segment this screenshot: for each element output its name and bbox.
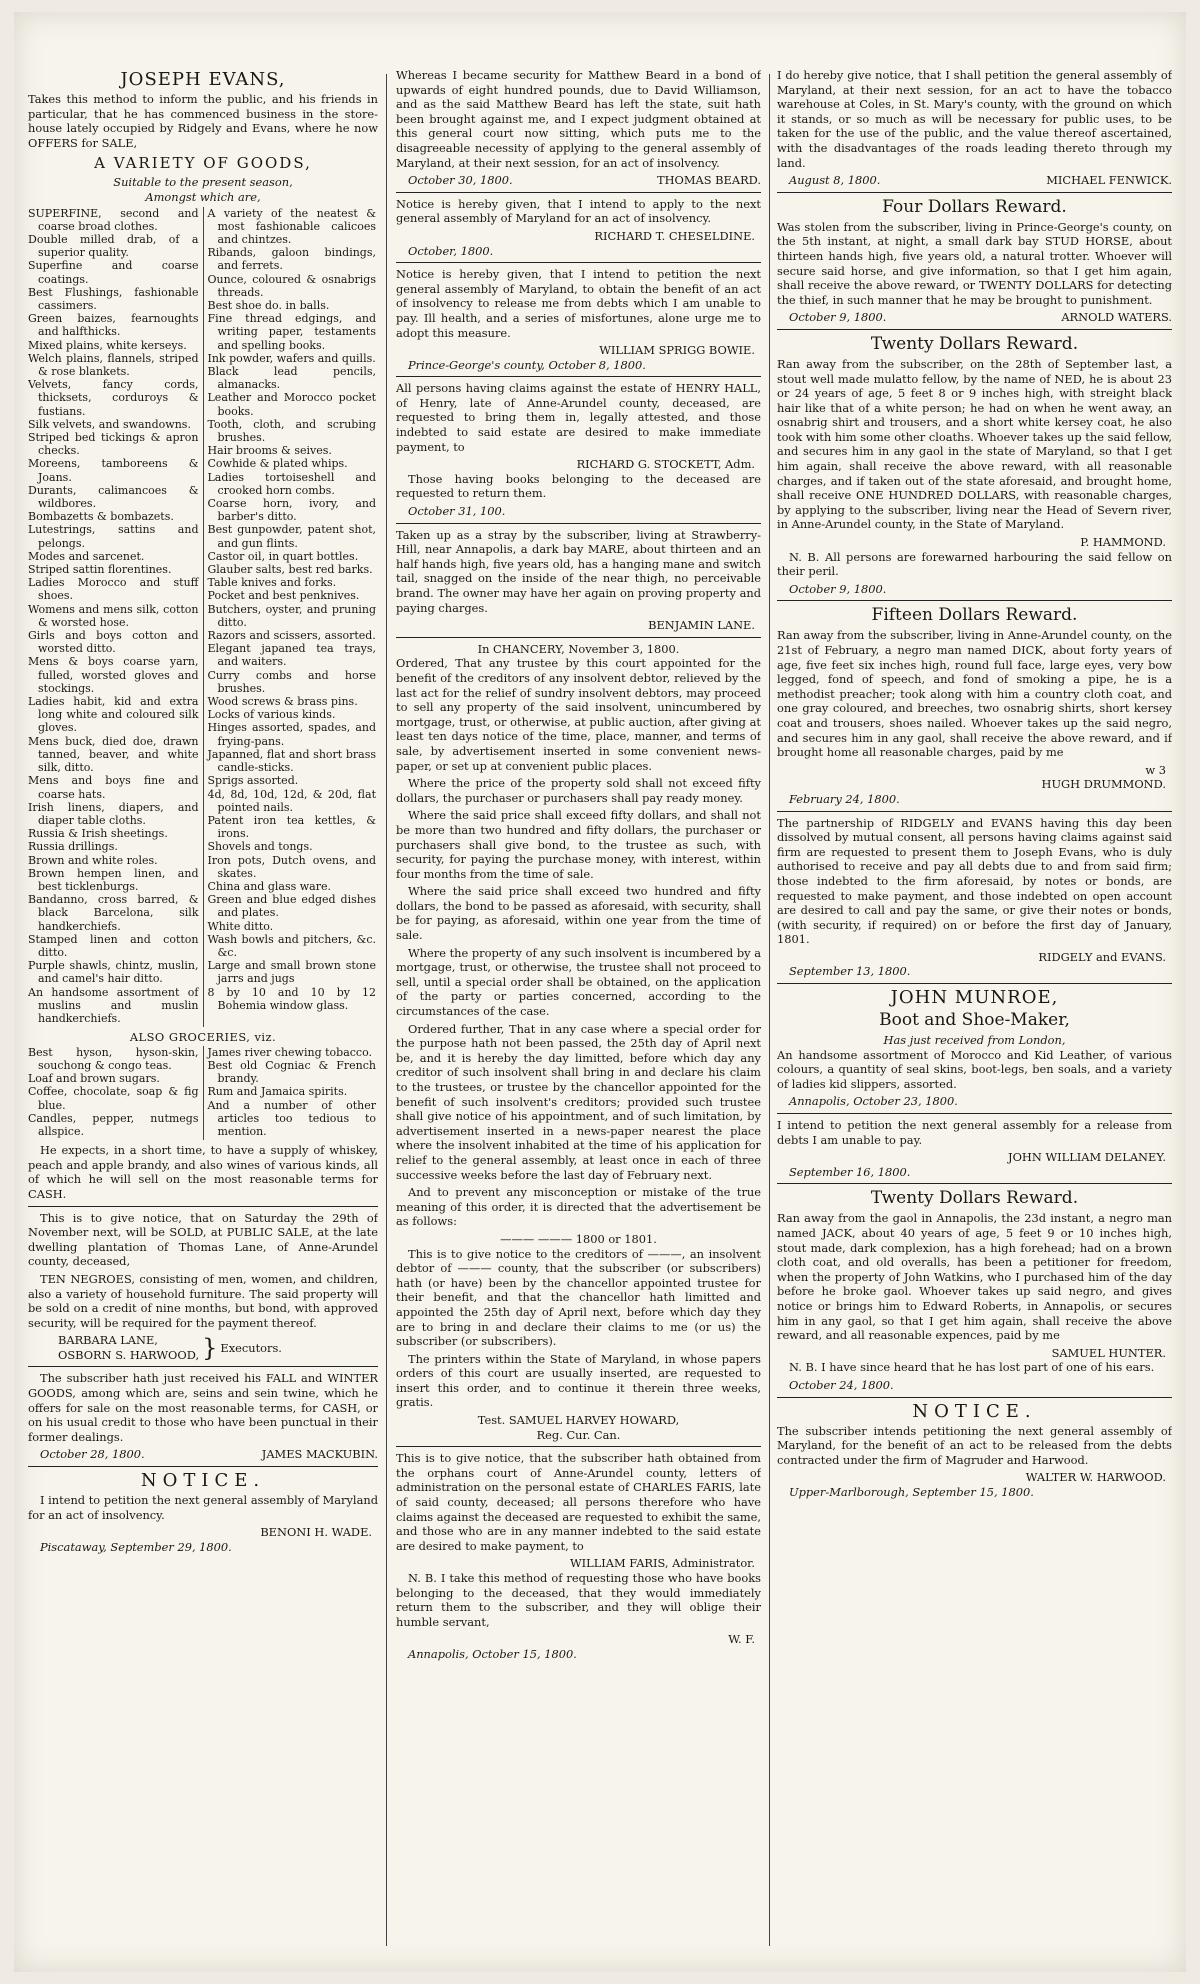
goods-item: Mixed plains, white kerseys. <box>28 338 187 352</box>
ridgely-signature: RIDGELY and EVANS. <box>1038 949 1166 964</box>
goods-item: Double milled drab, of a superior quality. <box>28 232 199 260</box>
separator <box>396 1446 761 1447</box>
hall-date: October 31, 100. <box>408 504 506 519</box>
wade-notice <box>28 1471 378 1554</box>
chancery-p3: Where the said price shall exceed fifty dollars, and shall not be more than two hundred and fifty dollars, the purchaser or purchasers shall give bond, to the trustee as such, with security, for paying the purchase money, with interest, within four months from the time of sale. <box>396 808 761 881</box>
cheseldine-text: Notice is hereby given, that I intend to apply to the next general assembly of Maryland for an act of insolvency. <box>396 196 761 226</box>
chancery-p1: Ordered, That any trustee by this court appointed for the benefit of the creditors of any insolvent debtor, relieved by the last act for the relief of sundry insolvent debtors, may proceed to sell any property of the said insolvent, unincumbered by mortgage, trust, or otherwise, at public auction, after giving at least ten days notice of the time, place, manner, and terms of sale, by advertisement inserted in some convenient news-paper, or set up at convenient public places. <box>396 656 761 773</box>
goods-item: Leather and Morocco pocket books. <box>207 391 376 418</box>
goods-item: Tooth, cloth, and scrubing brushes. <box>207 417 376 445</box>
hunter-title: Twenty Dollars Reward. <box>870 1188 1079 1209</box>
goods-item: A variety of the neatest & most fashionable calicoes and chintzes. <box>207 206 376 246</box>
goods-item: Girls and boys cotton and worsted ditto. <box>28 629 199 656</box>
goods-item: Best shoe do. in balls. <box>207 298 330 312</box>
goods-item: Brown and white roles. <box>28 853 158 867</box>
goods-item: An handsome assortment of muslins and muslin handkerchiefs. <box>28 985 199 1025</box>
goods-item: SUPERFINE, second and coarse broad clothes. <box>28 206 199 233</box>
goods-item: Purple shawls, chintz, muslin, and camel's hair ditto. <box>28 959 199 986</box>
beard-date: October 30, 1800. <box>408 173 513 188</box>
beard-signature: THOMAS BEARD. <box>656 173 761 188</box>
goods-item: Table knives and forks. <box>207 576 337 590</box>
goods-item: Wood screws & brass pins. <box>207 695 358 709</box>
chancery-reg: Reg. Cur. Can. <box>536 1427 621 1442</box>
drummond-date: February 24, 1800. <box>789 791 900 806</box>
separator <box>28 1366 378 1367</box>
separator <box>396 637 761 638</box>
goods-item: Mens and boys fine and coarse hats. <box>28 774 199 801</box>
faris-signature: WILLIAM FARIS, Administrator. <box>569 1556 755 1571</box>
beard-notice <box>396 68 761 188</box>
hall-estate-notice <box>396 381 761 518</box>
separator <box>777 1183 1172 1184</box>
faris-text: This is to give notice, that the subscriber hath obtained from the orphans court of Anne-Arundel county, letters of administration on the personal estate of CHARLES FARIS, late of said county, deceased; all persons therefore who have claims against the deceased are requested to exhibit the same, and those who are in any manner indebted to the said estate are desired to make payment, to <box>396 1451 761 1553</box>
goods-item: 8 by 10 and 10 by 12 Bohemia window glass. <box>207 985 376 1012</box>
cheseldine-notice <box>396 197 761 258</box>
goods-item: Russia & Irish sheetings. <box>28 827 168 841</box>
column-rule-right <box>769 74 770 1946</box>
separator <box>396 192 761 193</box>
column-3 <box>777 68 1172 1958</box>
goods-item: Stamped linen and cotton ditto. <box>28 932 199 959</box>
goods-item: Pocket and best penknives. <box>207 589 360 603</box>
grocery-item: Best hyson, hyson-skin, souchong & congo teas. <box>28 1045 199 1072</box>
goods-item: Castor oil, in quart bottles. <box>207 549 359 563</box>
chancery-form-line: ——— ——— 1800 or 1801. <box>500 1231 657 1246</box>
mackubin-text: The subscriber hath just received his FALL and WINTER GOODS, among which are, seins and sein twine, which he offers for sale on the most reasonable terms, for CASH, or on his usual credit to those who have been punctual in their former dealings. <box>28 1371 378 1444</box>
separator <box>777 329 1172 330</box>
waters-footer <box>777 310 1172 325</box>
wade-signature: BENONI H. WADE. <box>260 1525 372 1540</box>
separator <box>396 262 761 263</box>
harwood-title: NOTICE. <box>912 1400 1037 1422</box>
wade-date: Piscataway, September 29, 1800. <box>40 1539 232 1554</box>
separator <box>777 1397 1172 1398</box>
separator <box>777 811 1172 812</box>
goods-item: Curry combs and horse brushes. <box>207 668 376 695</box>
sale-signer-2: OSBORN S. HARWOOD, <box>58 1347 200 1362</box>
evans-amongst: Amongst which are, <box>145 189 261 204</box>
harwood-date: Upper-Marlborough, September 15, 1800. <box>789 1484 1034 1499</box>
goods-item: Fine thread edgings, and writing paper, testaments and spelling books. <box>207 312 376 352</box>
goods-item: Japanned, flat and short brass candle-sticks. <box>207 747 376 775</box>
goods-item: White ditto. <box>207 919 274 933</box>
goods-item: Ladies tortoiseshell and crooked horn combs. <box>207 470 376 497</box>
separator <box>777 192 1172 193</box>
goods-item: Glauber salts, best red barks. <box>207 563 373 577</box>
lane-signature: BENJAMIN LANE. <box>648 618 755 633</box>
grocery-item: Loaf and brown sugars. <box>28 1072 160 1086</box>
goods-item: Silk velvets, and swandowns. <box>28 417 191 431</box>
hunter-signature: SAMUEL HUNTER. <box>1051 1345 1166 1360</box>
groceries-right-list <box>203 1046 378 1140</box>
separator <box>777 983 1172 984</box>
goods-item: Ladies Morocco and stuff shoes. <box>28 576 199 603</box>
grocery-item: James river chewing tobacco. <box>207 1045 373 1059</box>
ridgely-date: September 13, 1800. <box>789 964 911 979</box>
sale-signature <box>58 1333 378 1362</box>
hammond-text: Ran away from the subscriber, on the 28th of September last, a stout well made mulatto fellow, by the name of NED, he is about 23 or 24 years of age, 5 feet 8 or 9 inches high, with streight black hair like that of a white person; he had on when he went away, an osnabrig shirt and trousers, and a short white kersey coat, he also took with him some other cloaths. Whoever takes up the said fellow, and secures him in any gaol in the state of Maryland, so that I get him again, shall receive the above reward, with all reasonable charges, and if taken out of the state aforesaid, and brought home, shall receive ONE HUNDRED DOLLARS, with reasonable charges, by applying to the subscriber, living near the Head of Severn river, in Anne-Arundel county, in the State of Maryland. <box>777 356 1172 532</box>
separator <box>28 1466 378 1467</box>
goods-item: 4d, 8d, 10d, 12d, & 20d, flat pointed nails. <box>207 787 376 814</box>
mackubin-notice <box>28 1371 378 1462</box>
faris-date: Annapolis, October 15, 1800. <box>408 1646 577 1661</box>
goods-item: Lutestrings, sattins and pelongs. <box>28 523 199 550</box>
chancery-p2: Where the price of the property sold shall not exceed fifty dollars, the purchaser or purchasers shall pay ready money. <box>396 776 761 805</box>
brace-glyph: } <box>202 1333 218 1362</box>
sale-negroes-text: TEN NEGROES, consisting of men, women, and children, also a variety of household furniture. The said property will be sold on a credit of nine months, but bond, with approved security, will be required for the payment thereof. <box>28 1271 378 1330</box>
goods-item: Wash bowls and pitchers, &c. &c. <box>207 932 376 959</box>
goods-item: Ribands, galoon bindings, and ferrets. <box>207 246 376 273</box>
evans-goods-table <box>28 207 378 1028</box>
hunter-text: Ran away from the gaol in Annapolis, the 23d instant, a negro man named JACK, about 40 years of age, 5 feet 9 or 10 inches high, stout made, dark complexion, has a high forehead; had on a brown cloth coat, and old overalls, has been a petitioner for freedom, when the property of John Watkins, who I purchased him of the day before he broke gaol. Whoever takes up said negro, and gives notice or brings him to Edward Roberts, in Annapolis, or secures him in any gaol, so that I get him again, shall receive the above reward, and all reasonable expences, paid by me <box>777 1211 1172 1343</box>
hall-text: All persons having claims against the estate of HENRY HALL, of Henry, late of Anne-Arundel county, deceased, are requested to bring them in, legally attested, and those indebted to said estate are desired to make immediate payment, to <box>396 381 761 454</box>
ridgely-evans-notice <box>777 816 1172 980</box>
goods-item: Bombazetts & bombazets. <box>28 510 174 524</box>
cheseldine-date: October, 1800. <box>408 243 494 258</box>
goods-item: Irish linens, diapers, and diaper table cloths. <box>28 800 199 827</box>
chancery-heading: In CHANCERY, November 3, 1800. <box>477 641 680 656</box>
goods-item: Bandanno, cross barred, & black Barcelona, silk handkerchiefs. <box>28 893 199 933</box>
grocery-item: Coffee, chocolate, soap & fig blue. <box>28 1085 199 1112</box>
separator <box>777 600 1172 601</box>
evans-subtitle: A VARIETY OF GOODS, <box>94 154 312 173</box>
goods-item: Best Flushings, fashionable cassimers. <box>28 285 199 312</box>
goods-item: Durants, calimancoes & wildbores. <box>28 483 199 511</box>
separator <box>396 376 761 377</box>
mackubin-signature: JAMES MACKUBIN. <box>261 1447 378 1462</box>
harwood-signature: WALTER W. HARWOOD. <box>1025 1470 1166 1485</box>
goods-item: Mens & boys coarse yarn, fulled, worsted gloves and stockings. <box>28 655 199 695</box>
stray-mare-notice <box>396 528 761 633</box>
beard-footer <box>396 173 761 188</box>
goods-item: Ink powder, wafers and quills. <box>207 351 376 365</box>
drummond-reward <box>777 605 1172 806</box>
evans-advertisement <box>28 70 378 1202</box>
waters-date: October 9, 1800. <box>789 310 887 325</box>
goods-item: Superfine and coarse coatings. <box>28 259 199 286</box>
sale-text: This is to give notice, that on Saturday the 29th of November next, will be SOLD, at PUBLIC SALE, at the late dwelling plantation of Thomas Lane, of Anne-Arundel county, deceased, <box>28 1210 378 1269</box>
munroe-subtitle: Boot and Shoe-Maker, <box>879 1010 1070 1031</box>
delaney-text: I intend to petition the next general assembly for a release from debts I am unable to pay. <box>777 1118 1172 1147</box>
hunter-date: October 24, 1800. <box>789 1377 894 1392</box>
evans-closing: He expects, in a short time, to have a supply of whiskey, peach and apple brandy, and also wines of various kinds, all of which he will sell on the most reasonable terms for CASH. <box>28 1143 378 1201</box>
drummond-title: Fifteen Dollars Reward. <box>871 605 1078 626</box>
goods-item: Hair brooms & seives. <box>207 444 332 458</box>
chancery-p8: This is to give notice to the creditors of ———, an insolvent debtor of ——— county, that the subscriber (or subscribers) hath (or have) been by the chancellor appointed trustee for their benefit, and that the chancellor hath limitted and appointed the 25th day of April next, before which day they are to bring in and declare their claims to me (or us) the subscriber (or subscribers). <box>396 1246 761 1349</box>
hall-signature: RICHARD G. STOCKETT, Adm. <box>576 457 755 472</box>
hammond-date: October 9, 1800. <box>789 581 887 596</box>
goods-item: Cowhide & plated whips. <box>207 457 348 471</box>
munroe-received: Has just received from London, <box>883 1033 1066 1048</box>
grocery-item: And a number of other articles too tedious to mention. <box>207 1098 376 1138</box>
harwood-text: The subscriber intends petitioning the next general assembly of Maryland, for the benefit of an act to be released from the debts contracted under the firm of Magruder and Harwood. <box>777 1423 1172 1467</box>
hammond-nb: N. B. All persons are forewarned harbouring the said fellow on their peril. <box>777 549 1172 579</box>
hunter-nb: N. B. I have since heard that he has lost part of one of his ears. <box>789 1360 1155 1375</box>
bowie-date: Prince-George's county, October 8, 1800. <box>408 357 646 372</box>
goods-item: Brown hempen linen, and best ticklenburgs. <box>28 866 199 893</box>
goods-item: Best gunpowder, patent shot, and gun flints. <box>207 523 376 550</box>
chancery-order <box>396 642 761 1442</box>
goods-item: Russia drillings. <box>28 840 118 854</box>
goods-item: Locks of various kinds. <box>207 708 336 722</box>
faris-notice <box>396 1451 761 1661</box>
separator <box>28 1206 378 1207</box>
chancery-p6: Ordered further, That in any case where a special order for the purpose hath not been passed, the 25th day of April next be, and it is hereby the day limitted, before which day any creditor of such insolvent shall bring in and declare his claim to the trustees, or trustee by the chancellor appointed for the benefit of such insolvent's creditors; provided such trustee shall give notice of his appointment, and of such limitation, by advertisement inserted in a news-paper nearest the place where the insolvent inhabited at the time of his application for relief to the general assembly, at least once in each of three successive weeks before the last day of February next. <box>396 1021 761 1182</box>
fenwick-signature: MICHAEL FENWICK. <box>1046 173 1172 188</box>
fenwick-notice <box>777 68 1172 188</box>
goods-item: Shovels and tongs. <box>207 840 313 854</box>
bowie-text: Notice is hereby given, that I intend to petition the next general assembly of Maryland, to obtain the benefit of an act of insolvency to release me from debts which I am unable to pay. Ill health, and a series of misfortunes, alone urge me to adopt this measure. <box>396 267 761 340</box>
bowie-notice <box>396 267 761 372</box>
goods-item: Welch plains, flannels, striped & rose blankets. <box>28 351 199 378</box>
sale-role: Executors. <box>220 1340 282 1355</box>
grocery-item: Candles, pepper, nutmegs allspice. <box>28 1111 199 1138</box>
hunter-reward <box>777 1188 1172 1392</box>
separator <box>777 1113 1172 1114</box>
harwood-notice <box>777 1402 1172 1500</box>
fenwick-date: August 8, 1800. <box>789 173 881 188</box>
column-1 <box>28 68 378 1958</box>
wade-text: I intend to petition the next general assembly of Maryland for an act of insolvency. <box>28 1493 378 1522</box>
goods-item: Ladies habit, kid and extra long white and coloured silk gloves. <box>28 695 199 735</box>
drummond-mark: w 3 <box>1145 762 1166 777</box>
cheseldine-signature: RICHARD T. CHESELDINE. <box>594 228 755 243</box>
chancery-test: Test. SAMUEL HARVEY HOWARD, <box>477 1413 680 1428</box>
chancery-p5: Where the property of any such insolvent is incumbered by a mortgage, trust, or otherwise, the trustee shall not proceed to sell, until a special order shall be obtained, on the application of the party or parties concerned, according to the circumstances of the case. <box>396 945 761 1019</box>
goods-item: Velvets, fancy cords, thicksets, corduroys & fustians. <box>28 378 199 418</box>
groceries-title: ALSO GROCERIES, viz. <box>129 1030 277 1045</box>
goods-right-list <box>203 207 378 1028</box>
chancery-p7: And to prevent any misconception or mistake of the true meaning of this order, it is directed that the advertisement be as follows: <box>396 1185 761 1229</box>
column-rule-left <box>386 74 387 1946</box>
goods-item: Striped bed tickings & apron checks. <box>28 431 199 458</box>
bowie-signature: WILLIAM SPRIGG BOWIE. <box>599 343 755 358</box>
column-2 <box>396 68 761 1958</box>
groceries-table <box>28 1046 378 1140</box>
mackubin-footer <box>28 1447 378 1462</box>
hall-books-text: Those having books belonging to the deceased are requested to return them. <box>396 471 761 501</box>
wade-title: NOTICE. <box>140 1470 266 1492</box>
lane-sale-notice <box>28 1211 378 1363</box>
hammond-title: Twenty Dollars Reward. <box>870 333 1079 354</box>
goods-item: Moreens, tamboreens & Joans. <box>28 457 199 484</box>
goods-left-list <box>28 207 203 1028</box>
faris-nb: N. B. I take this method of requesting those who have books belonging to the deceased, that they would immediately return them to the subscriber, and they will oblige their humble servant, <box>396 1571 761 1629</box>
waters-text: Was stolen from the subscriber, living in Prince-George's county, on the 5th instant, at night, a small dark bay STUD HORSE, about thirteen hands high, five years old, a natural trotter. Whoever will secure said horse, and give information, so that I get him again, shall receive the above reward, or TWENTY DOLLARS for detecting the thief, in such manner that he may be brought to punishment. <box>777 219 1172 307</box>
goods-item: Coarse horn, ivory, and barber's ditto. <box>207 497 376 524</box>
faris-initials: W. F. <box>728 1632 755 1647</box>
ridgely-text: The partnership of RIDGELY and EVANS having this day been dissolved by mutual consent, all persons having claims against said firm are requested to present them to Joseph Evans, who is duly authorised to receive and pay all debts due to and from said firm; those indebted to the firm aforesaid, by notes or bonds, are requested to make payment, and those indebted on open account are desired to call and pay the same, or give their notes or bonds, (with security, if required) on or before the first day of January, 1801. <box>777 815 1172 947</box>
waters-reward <box>777 197 1172 325</box>
goods-item: Sprigs assorted. <box>207 774 299 788</box>
form-line-year: 1800 or 1801. <box>575 1231 657 1246</box>
lane-text: Taken up as a stray by the subscriber, living at Strawberry-Hill, near Annapolis, a dark bay MARE, about thirteen and an half hands high, five years old, has a hanging mane and switch tail, snagged on the inside of the near thigh, no perceivable brand. The owner may have her again on proving property and paying charges. <box>396 527 761 615</box>
goods-item: Mens buck, died doe, drawn tanned, beaver, and white silk, ditto. <box>28 734 199 775</box>
waters-title: Four Dollars Reward. <box>882 196 1067 217</box>
groceries-left-list <box>28 1046 203 1140</box>
goods-item: Modes and sarcenet. <box>28 549 145 563</box>
fenwick-text: I do hereby give notice, that I shall petition the general assembly of Maryland, at their next session, for an act to have the tobacco warehouse at Coles, in St. Mary's county, with the ground on which it stands, or so much as will be necessary for public uses, to be taken for the use of the public, and the value thereof ascertained, with the disadvantages of the roads leading thereto through my land. <box>777 68 1172 170</box>
fenwick-footer <box>777 173 1172 188</box>
drummond-text: Ran away from the subscriber, living in Anne-Arundel county, on the 21st of February, a negro man named DICK, about forty years of age, five feet six inches high, round full face, large eyes, very bow legged, fond of speech, and fond of smoking a pipe, he is a methodist preacher; took along with him a country cloth coat, and one gray coloured, and breeches, two osnabrig shirts, short kersey coat and trousers, shoes nailed. Whoever takes up the said negro, and secures him in any gaol, shall receive the above reward, and if brought home all reasonable charges, paid by me <box>777 628 1172 760</box>
goods-item: Patent iron tea kettles, & irons. <box>207 813 376 841</box>
goods-item: Elegant japaned tea trays, and waiters. <box>207 642 376 669</box>
goods-item: Ounce, coloured & osnabrigs threads. <box>207 272 376 299</box>
goods-item: Large and small brown stone jarrs and jugs <box>207 959 376 986</box>
sale-signer-1: BARBARA LANE, <box>58 1333 158 1348</box>
hammond-signature: P. HAMMOND. <box>1080 535 1166 550</box>
evans-title: JOSEPH EVANS, <box>120 69 286 90</box>
goods-item: Butchers, oyster, and pruning ditto. <box>207 602 376 629</box>
chancery-p9: The printers within the State of Maryland, in whose papers orders of this court are usually inserted, are requested to insert this order, and to continue it therein three weeks, gratis. <box>396 1351 761 1410</box>
drummond-signature: HUGH DRUMMOND. <box>1041 777 1166 792</box>
goods-item: Green baizes, fearnoughts and halfthicks. <box>28 312 199 339</box>
delaney-date: September 16, 1800. <box>789 1164 911 1179</box>
munroe-text: An handsome assortment of Morocco and Kid Leather, of various colours, a quantity of seal skins, boot-legs, ben soals, and a variety of ladies kid slippers, assorted. <box>777 1047 1172 1091</box>
delaney-notice <box>777 1118 1172 1179</box>
waters-signature: ARNOLD WATERS. <box>1061 310 1172 325</box>
goods-item: Black lead pencils, almanacks. <box>207 365 376 392</box>
munroe-date: Annapolis, October 23, 1800. <box>789 1094 958 1109</box>
chancery-p4: Where the said price shall exceed two hundred and fifty dollars, the bond to be passed as aforesaid, with security, shall be for paying, as aforesaid, within one year from the time of sale. <box>396 884 761 943</box>
munroe-advertisement <box>777 988 1172 1109</box>
goods-item: China and glass ware. <box>207 879 331 893</box>
goods-item: Hinges assorted, spades, and frying-pans. <box>207 721 376 748</box>
goods-item: Green and blue edged dishes and plates. <box>207 893 376 920</box>
goods-item: Striped sattin florentines. <box>28 563 172 577</box>
newspaper-page <box>14 12 1186 1972</box>
goods-item: Iron pots, Dutch ovens, and skates. <box>207 853 376 880</box>
hammond-reward <box>777 334 1172 597</box>
evans-season: Suitable to the present season, <box>113 175 293 190</box>
munroe-title: JOHN MUNROE, <box>890 987 1059 1009</box>
evans-intro: Takes this method to inform the public, and his friends in particular, that he has commenced business in the store-house lately occupied by Ridgely and Evans, where he now OFFERS for SALE, <box>28 92 378 150</box>
beard-text: Whereas I became security for Matthew Beard in a bond of upwards of eight hundred pounds, due to David Williamson, and as the said Matthew Beard has left the state, suit hath been brought against me, and I expect judgment obtained at this general court now sitting, which puts me to the disagreeable necessity of applying to the general assembly of Maryland, at their next session, for an act of insolvency. <box>396 68 761 170</box>
grocery-item: Rum and Jamaica spirits. <box>207 1085 348 1099</box>
mackubin-date: October 28, 1800. <box>40 1447 145 1462</box>
goods-item: Razors and scissers, assorted. <box>207 629 376 643</box>
grocery-item: Best old Cogniac & French brandy. <box>207 1058 376 1086</box>
goods-item: Womens and mens silk, cotton & worsted hose. <box>28 602 199 629</box>
separator <box>396 523 761 524</box>
delaney-signature: JOHN WILLIAM DELANEY. <box>1008 1150 1166 1165</box>
